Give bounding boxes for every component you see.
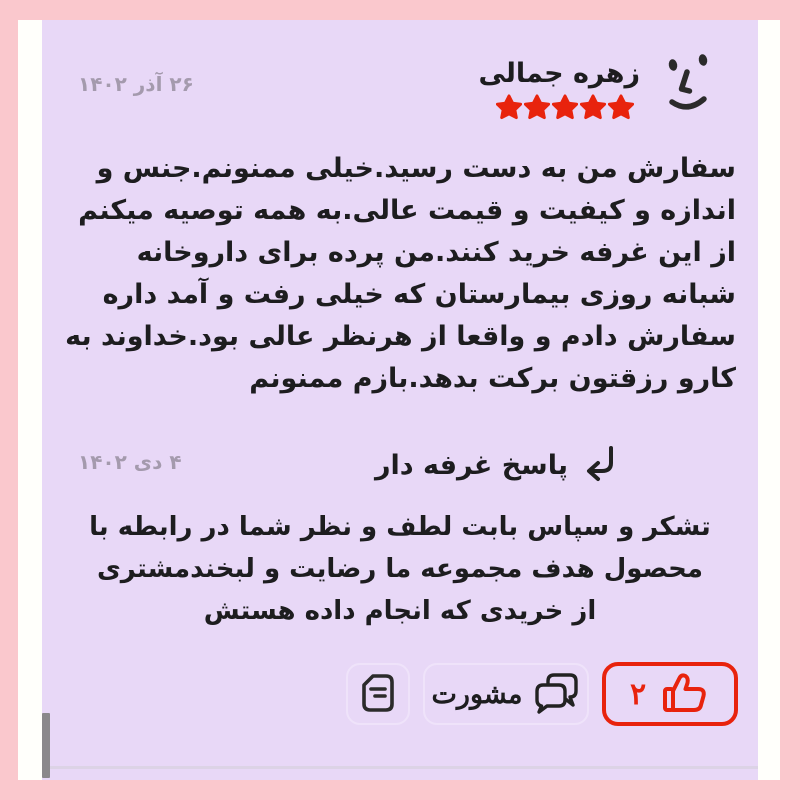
- note-icon: [361, 673, 395, 716]
- star-icon: [496, 94, 522, 120]
- like-count: ۲: [629, 677, 647, 711]
- star-icon: [552, 94, 578, 120]
- reply-body: تشکر و سپاس بابت لطف و نظر شما در رابطه با محصول هدف مجموعه ما رضایت و لبخندمشتری از خریدی که انجام داده هستش: [89, 512, 711, 626]
- reply-title: پاسخ غرفه دار: [374, 449, 568, 481]
- face-avatar-icon: [660, 50, 722, 120]
- actions-row: [346, 662, 738, 726]
- star-icon: [580, 94, 606, 120]
- star-icon: [608, 94, 634, 120]
- review-body: سفارش من به دست رسید.خیلی ممنونم.جنس و اندازه و کیفیت و قیمت عالی.به همه توصیه میکنم از این غرفه خرید کنند.من پرده برای داروخانه شبانه روزی بیمارستان که خیلی رفت و آمد داره سفارش دادم و واقعا از هرنظر عالی بود.خداوند به کارو رزقتون برکت بدهد.بازم ممنونم: [65, 153, 736, 394]
- review-date: ۲۶ آذر ۱۴۰۲: [78, 72, 194, 96]
- chat-icon: [534, 672, 580, 717]
- thumbs-up-icon: [660, 671, 710, 718]
- author-name: زهره جمالی: [478, 58, 640, 89]
- like-button[interactable]: [602, 662, 738, 726]
- reply-header: [375, 444, 618, 486]
- reply-date: ۴ دی ۱۴۰۲: [78, 450, 182, 474]
- reply-arrow-icon: [582, 444, 618, 486]
- star-icon: [524, 94, 550, 120]
- scrollbar-thumb[interactable]: [42, 713, 50, 778]
- bottom-divider: [50, 766, 758, 769]
- review-card: [42, 20, 758, 780]
- note-button[interactable]: [346, 663, 410, 725]
- rating-stars: [496, 94, 634, 120]
- app-page: [18, 20, 780, 780]
- consult-button-label: مشورت: [431, 678, 523, 709]
- consult-button[interactable]: [423, 663, 589, 725]
